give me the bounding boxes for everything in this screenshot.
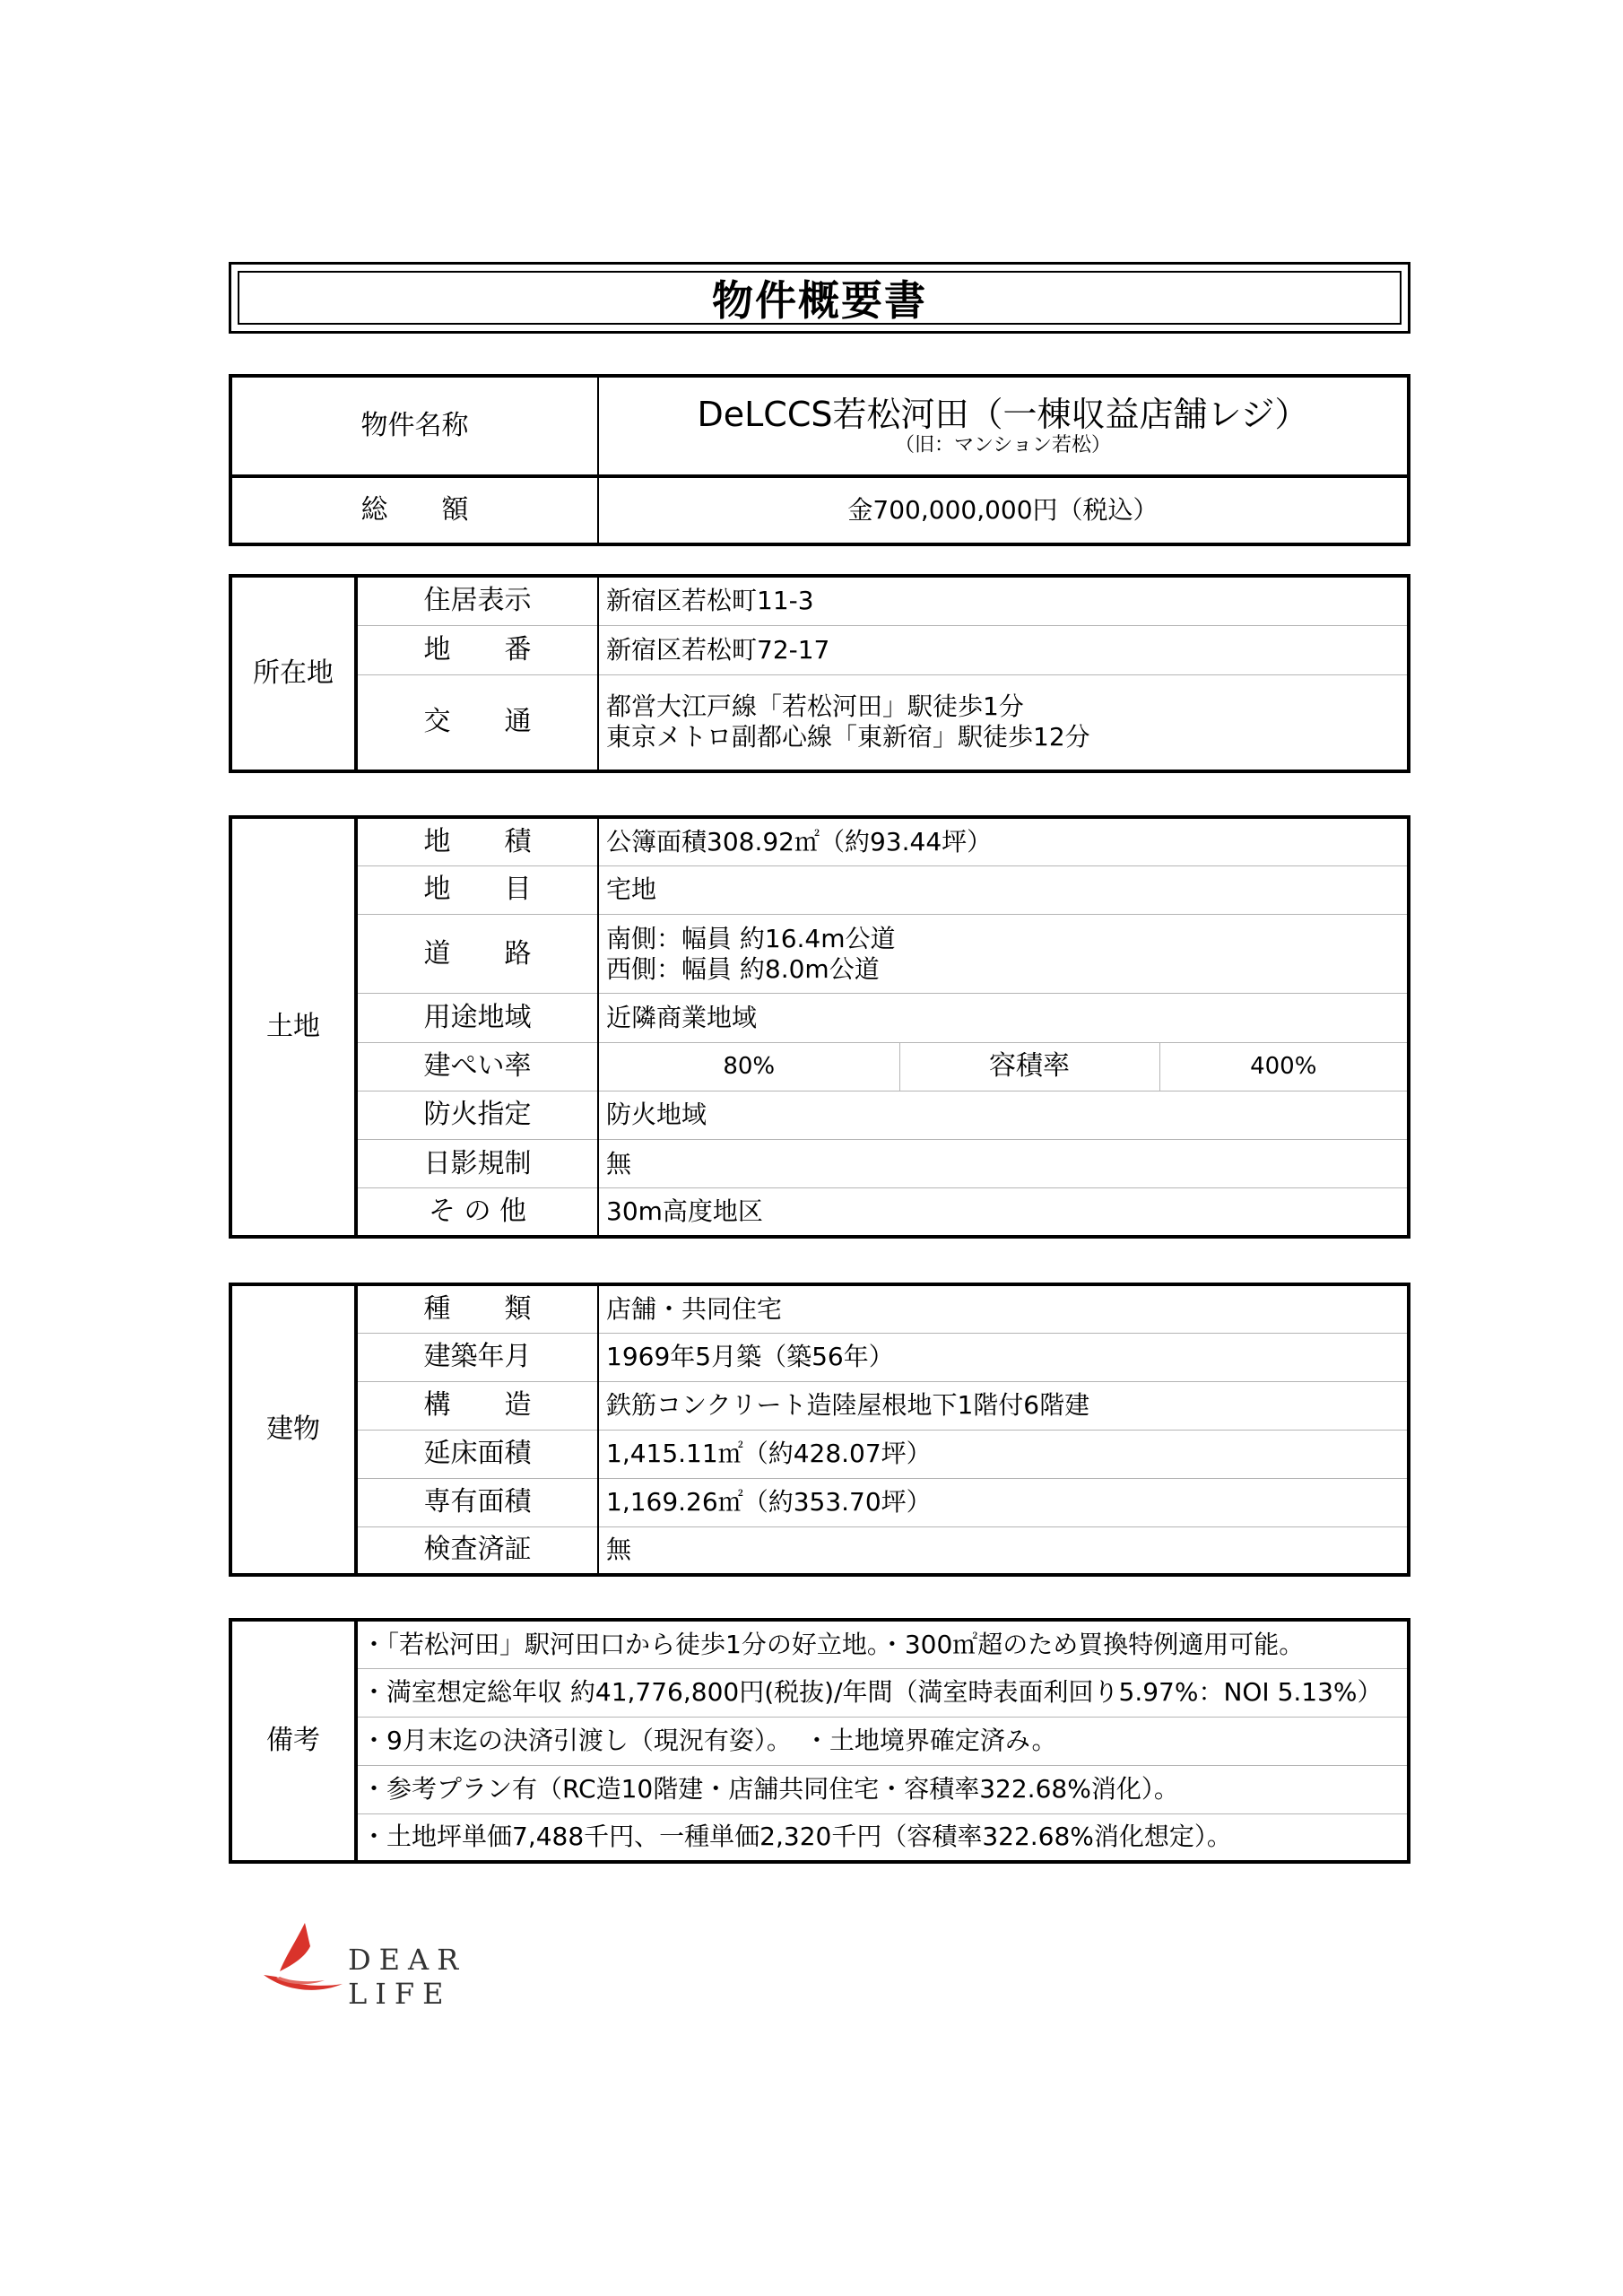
table-row [230, 1668, 1409, 1717]
table-row [230, 1430, 1409, 1478]
far-label: 容積率 [899, 1042, 1159, 1091]
row-value: 店舗・共同住宅 [598, 1284, 1409, 1333]
remark-line: ・満室想定総年収 約41,776,800円(税抜)/年間（満室時表面利回り5.97%：NOI 5.13%） [356, 1668, 1409, 1717]
remark-line: ・9月末迄の決済引渡し（現況有姿）。 ・土地境界確定済み。 [356, 1717, 1409, 1765]
dear-life-logo [258, 1919, 545, 2011]
row-label: 道 路 [356, 914, 598, 993]
row-value: 30m高度地区 [598, 1188, 1409, 1237]
table-row [230, 1042, 1409, 1091]
flame-logo-icon [258, 1919, 348, 2000]
property-old-name: （旧：マンション若松） [894, 434, 1111, 457]
row-value: 公簿面積308.92㎡（約93.44坪） [598, 817, 1409, 865]
table-row [230, 674, 1409, 771]
table-row [230, 1478, 1409, 1526]
row-label: 専有面積 [356, 1478, 598, 1526]
row-value: 1969年5月築（築56年） [598, 1333, 1409, 1381]
row-value: 無 [598, 1139, 1409, 1187]
remark-line: ・土地坪単価7,488千円、一種単価2,320千円（容積率322.68%消化想定）。 [356, 1813, 1409, 1862]
table-row [230, 625, 1409, 674]
row-label: 地 積 [356, 817, 598, 865]
remark-line: ・参考プラン有（RC造10階建・店舗共同住宅・容積率322.68%消化）。 [356, 1765, 1409, 1813]
table-row [230, 1813, 1409, 1862]
row-value: 防火地域 [598, 1091, 1409, 1139]
price-row [230, 476, 1409, 544]
row-label: 交 通 [356, 674, 598, 771]
land-category: 土地 [230, 817, 356, 1237]
table-row [230, 1091, 1409, 1139]
row-value: 鉄筋コンクリート造陸屋根地下1階付6階建 [598, 1381, 1409, 1430]
row-value: 近隣商業地域 [598, 994, 1409, 1042]
row-value: 新宿区若松町72-17 [598, 625, 1409, 674]
row-label: 地 目 [356, 865, 598, 914]
road-line: 西側：幅員 約8.0m公道 [606, 953, 880, 984]
row-value: 無 [598, 1526, 1409, 1575]
remarks-category: 備考 [230, 1620, 356, 1862]
row-label: 日影規制 [356, 1139, 598, 1187]
table-row [230, 1765, 1409, 1813]
table-row [230, 1333, 1409, 1381]
land-table [229, 815, 1410, 1239]
table-row [230, 576, 1409, 625]
remark-line: ・「若松河田」駅河田口から徒歩1分の好立地。・300㎡超のため買換特例適用可能。 [356, 1620, 1409, 1668]
row-label: 地 番 [356, 625, 598, 674]
row-label: 検査済証 [356, 1526, 598, 1575]
row-label: 用途地域 [356, 994, 598, 1042]
property-name-cell [598, 376, 1409, 476]
remarks-table [229, 1618, 1410, 1864]
table-row [230, 1526, 1409, 1575]
road-value [598, 914, 1409, 993]
table-row [230, 1717, 1409, 1765]
table-row [230, 1188, 1409, 1237]
row-label: 延床面積 [356, 1430, 598, 1478]
far-value: 400% [1159, 1042, 1409, 1091]
table-row [230, 817, 1409, 865]
property-name-row [230, 376, 1409, 476]
transport-value [598, 674, 1409, 771]
table-row [230, 865, 1409, 914]
row-label: 種 類 [356, 1284, 598, 1333]
property-name-label: 物件名称 [230, 376, 598, 476]
table-row [230, 994, 1409, 1042]
location-table [229, 574, 1410, 773]
price-label: 総 額 [230, 476, 598, 544]
location-category: 所在地 [230, 576, 356, 771]
bcr-value: 80% [598, 1042, 899, 1091]
building-table [229, 1283, 1410, 1577]
transport-line: 東京メトロ副都心線「東新宿」駅徒歩12分 [606, 722, 1090, 752]
document-title: 物件概要書 [238, 271, 1402, 325]
logo-text: DEAR LIFE [348, 1943, 467, 2011]
table-row [230, 1620, 1409, 1668]
road-line: 南側：幅員 約16.4m公道 [606, 923, 896, 953]
building-category: 建物 [230, 1284, 356, 1575]
price-value: 金700,000,000円（税込） [847, 495, 1159, 525]
row-label: 防火指定 [356, 1091, 598, 1139]
header-table [229, 374, 1410, 546]
row-value: 新宿区若松町11-3 [598, 576, 1409, 625]
row-value: 1,169.26㎡（約353.70坪） [598, 1478, 1409, 1526]
row-label: 住居表示 [356, 576, 598, 625]
row-label: 建築年月 [356, 1333, 598, 1381]
row-label: そ の 他 [356, 1188, 598, 1237]
row-value: 1,415.11㎡（約428.07坪） [598, 1430, 1409, 1478]
row-label: 構 造 [356, 1381, 598, 1430]
table-row [230, 1381, 1409, 1430]
transport-line: 都営大江戸線「若松河田」駅徒歩1分 [606, 691, 1024, 722]
row-value: 宅地 [598, 865, 1409, 914]
row-label: 建ぺい率 [356, 1042, 598, 1091]
title-box [229, 262, 1410, 334]
property-name: DeLCCS若松河田（一棟収益店舗レジ） [697, 395, 1309, 434]
table-row [230, 1284, 1409, 1333]
table-row [230, 1139, 1409, 1187]
table-row [230, 914, 1409, 993]
